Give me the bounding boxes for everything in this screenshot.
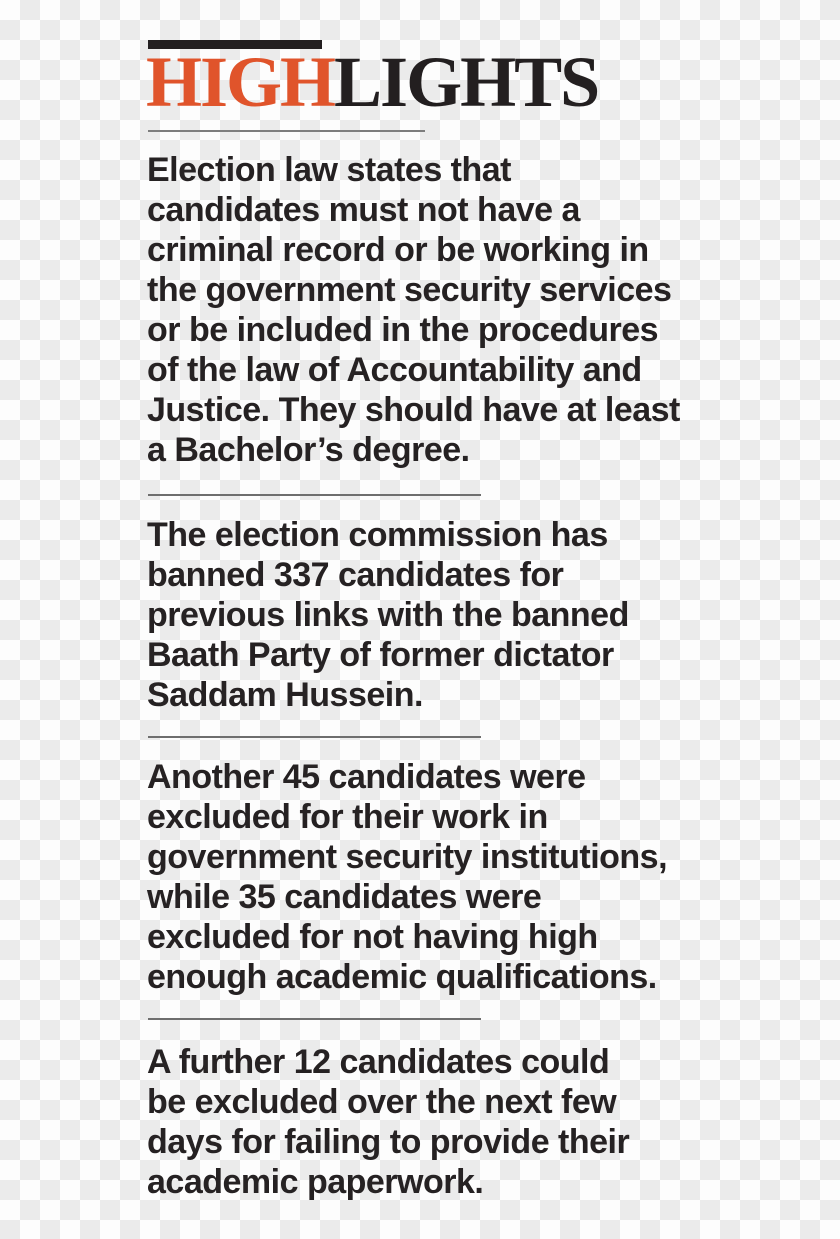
highlight-paragraph-banned-337: The election commission has banned 337 candidates for previous links with the banned Baath Party of former dictator Saddam Hussein. <box>147 516 629 714</box>
page-title-accent: HIGH <box>146 42 335 122</box>
page-title-rest: LIGHTS <box>334 42 599 122</box>
page-title <box>146 42 599 122</box>
separator-rule-1 <box>148 494 481 496</box>
separator-rule-3 <box>148 1018 481 1020</box>
headline-underline <box>148 130 425 132</box>
highlight-paragraph-excluded-45-35: Another 45 candidates were excluded for their work in government security institutions, while 35 candidates were excluded for not having high enough academic qualifications. <box>147 758 668 996</box>
highlight-paragraph-further-12: A further 12 candidates could be excluded over the next few days for failing to provide their academic paperwork. <box>147 1043 630 1201</box>
separator-rule-2 <box>148 736 481 738</box>
highlight-paragraph-election-law: Election law states that candidates must not have a criminal record or be working in the government security services or be included in the procedures of the law of Accountability and Justice. They should have at least a Bachelor’s degree. <box>147 151 680 469</box>
